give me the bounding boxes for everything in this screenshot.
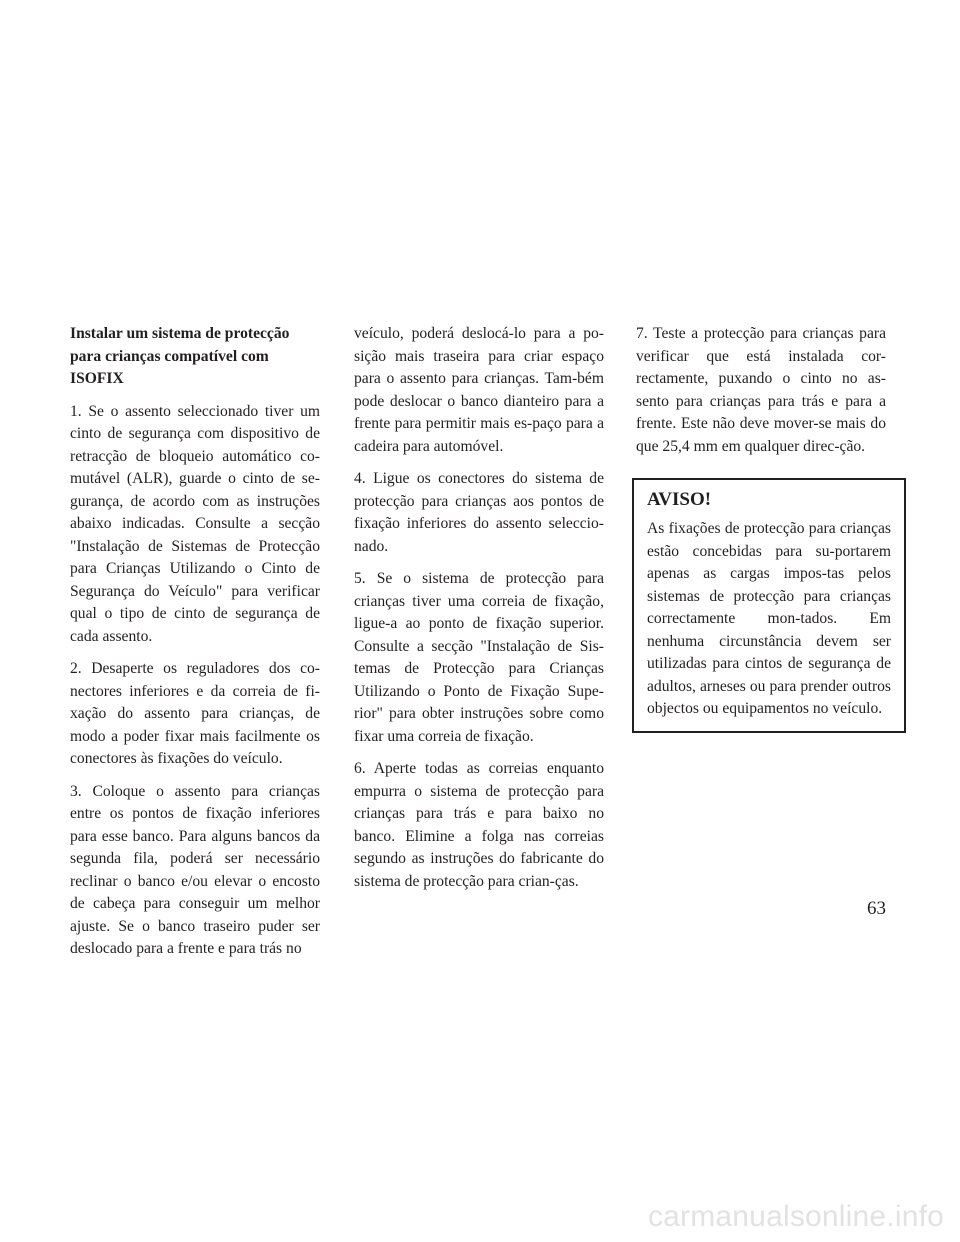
warning-box	[632, 478, 906, 733]
step-4-paragraph: 4. Ligue os conectores do sistema de protecção para crianças aos pontos de fixação inferiores do assento seleccio-nado.	[354, 470, 604, 555]
step-6-paragraph: 6. Aperte todas as correias enquanto empurra o sistema de protecção para crianças para trás e para baixo no banco. Elimine a folga nas correias segundo as instruções do fabricante do sistema de protecção para crian-ças.	[354, 760, 604, 890]
step-7-paragraph: 7. Teste a protecção para crianças para verificar que está instalada cor-rectamente, puxando o cinto no as-sento para crianças para trás e para a frente. Este não deve mover-se mais do que 25,4 mm em qualquer direc-ção.	[636, 325, 886, 455]
step-3-continued-paragraph: veículo, poderá deslocá-lo para a po-sição mais traseira para criar espaço para o assento para crianças. Tam-bém pode deslocar o banco dianteiro para a frente para permitir mais es-paço para a cadeira para automóvel.	[354, 325, 604, 455]
watermark: carmanualsonline.info	[647, 1200, 944, 1233]
warning-text: As fixações de protecção para crianças estão concebidas para su-portarem apenas as cargas impos-tas pelos sistemas de protecção para crianças correctamente mon-tados. Em nenhuma circunstância devem ser utilizadas para cintos de segurança de adultos, arneses ou para prender outros objectos ou equipamentos no veículo.	[647, 520, 891, 717]
warning-title: AVISO!	[647, 489, 712, 510]
section-heading: Instalar um sistema de protecção para crianças compatível com ISOFIX	[70, 325, 290, 387]
step-5-paragraph: 5. Se o sistema de protecção para crianças tiver uma correia de fixação, ligue-a ao ponto de fixação superior. Consulte a secção "Instalação de Sis-temas de Protecção para Crianças Utilizando o Ponto de Fixação Supe-rior" para obter instruções sobre como fixar uma correia de fixação.	[354, 570, 604, 745]
page-number: 63	[867, 898, 886, 919]
column-left	[70, 323, 320, 971]
step-2-paragraph: 2. Desaperte os reguladores dos co-nectores inferiores e da correia de fi-xação do assento para crianças, de modo a poder fixar mais facilmente os conectores às fixações do veículo.	[70, 660, 320, 767]
column-middle	[354, 323, 604, 903]
column-right	[636, 323, 891, 733]
step-1-paragraph: 1. Se o assento seleccionado tiver um cinto de segurança com dispositivo de retracção de bloqueio automático co-mutável (ALR), guarde o cinto de se-gurança, de acordo com as instruções abaixo indicadas. Consulte a secção "Instalação de Sistemas de Protecção para Crianças Utilizando o Cinto de Segurança do Veículo" para verificar qual o tipo de cinto de segurança de cada assento.	[70, 402, 320, 645]
step-3-paragraph: 3. Coloque o assento para crianças entre os pontos de fixação inferiores para esse banco. Para alguns bancos da segunda fila, poderá ser necessário reclinar o banco e/ou elevar o encosto de cabeça para conseguir um melhor ajuste. Se o banco traseiro puder ser deslocado para a frente e para trás no	[70, 782, 320, 957]
